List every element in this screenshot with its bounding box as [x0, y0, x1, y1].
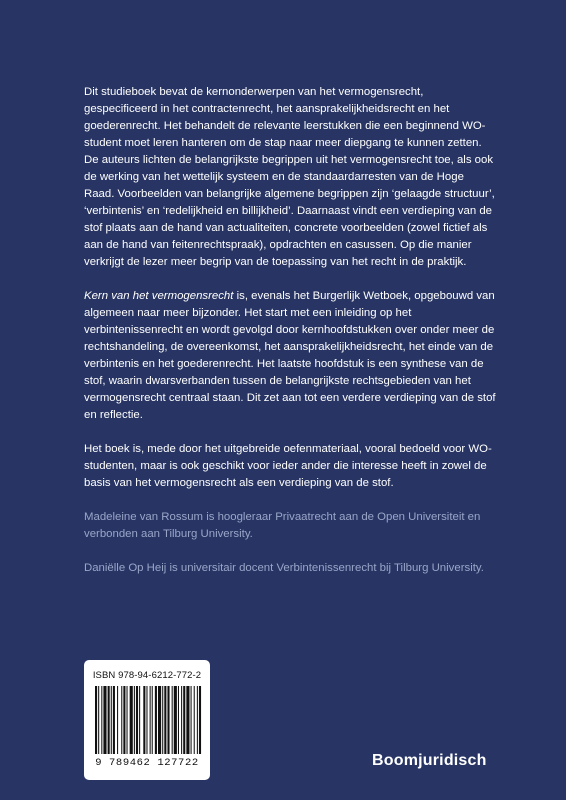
blurb-paragraph-2	[84, 288, 496, 424]
barcode-label	[84, 660, 210, 780]
book-title-italic: Kern van het vermogensrecht	[84, 290, 234, 302]
blurb-paragraph-2-text: is, evenals het Burgerlijk Wetboek, opgebouwd van algemeen naar meer bijzonder. Het start met een inleiding op het verbintenissenrecht en wordt gevolgd door kernhoofdstukken over onder meer de rechtshandeling, de overeenkomst, het aansprakelijkheidsrecht, het einde van de verbintenis en het goederenrecht. Het laatste hoofdstuk is een synthese van de stof, waarin dwarsverbanden tussen de belangrijkste rechtsgebieden van het vermogensrecht centraal staan. Dit zet aan tot een verdere verdieping van de stof en reflectie.	[84, 290, 496, 421]
blurb-text	[84, 84, 496, 594]
author-bio-1: Madeleine van Rossum is hoogleraar Privaatrecht aan de Open Universiteit en verbonden aan Tilburg University.	[84, 511, 481, 540]
barcode-digits: 9 789462 127722	[95, 757, 199, 769]
blurb-paragraph-3: Het boek is, mede door het uitgebreide oefenmateriaal, vooral bedoeld voor WO-studenten, maar is ook geschikt voor ieder ander die interesse heeft in zowel de basis van het vermogensrecht als een verdieping van de stof.	[84, 443, 492, 489]
isbn-number: ISBN 978-94-6212-772-2	[92, 670, 202, 681]
publisher-logo: Boomjuridisch	[372, 752, 487, 769]
author-bio-2: Daniëlle Op Heij is universitair docent Verbintenissenrecht bij Tilburg University.	[84, 562, 484, 574]
blurb-paragraph-1: Dit studieboek bevat de kernonderwerpen van het vermogensrecht, gespecificeerd in het contractenrecht, het aansprakelijkheidsrecht en het goederenrecht. Het behandelt de relevante leerstukken die een beginnend WO-student moet leren hanteren om de stap naar meer diepgang te kunnen zetten. De auteurs lichten de belangrijkste begrippen uit het vermogensrecht toe, als ook de werking van het wettelijk systeem en de standaardarresten van de Hoge Raad. Voorbeelden van belangrijke algemene begrippen zijn ‘gelaagde structuur’, ‘verbintenis’ en ‘redelijkheid en billijkheid’. Daarnaast vindt een verdieping van de stof plaats aan de hand van actualiteiten, concrete voorbeelden (zowel fictief als aan de hand van feitenrechtspraak), opdrachten en casussen. Op die manier verkrijgt de lezer meer begrip van de toepassing van het recht in de praktijk.	[84, 86, 495, 268]
barcode-icon	[92, 686, 202, 756]
